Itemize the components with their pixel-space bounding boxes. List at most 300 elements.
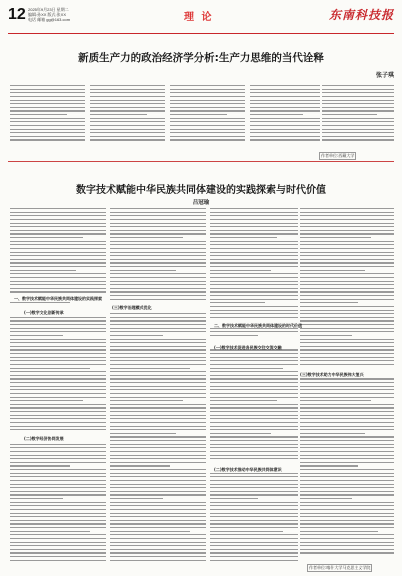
issue-date: 2025年9月23日 星期二 bbox=[28, 7, 69, 12]
text-line bbox=[300, 291, 394, 292]
text-line bbox=[300, 520, 394, 521]
article2-subhead-2: 二、数字技术赋能中华民族共同体建设的时代价值 bbox=[214, 323, 302, 328]
text-line bbox=[10, 429, 106, 430]
text-line bbox=[170, 89, 245, 90]
text-line bbox=[300, 328, 394, 329]
text-line bbox=[90, 100, 165, 101]
text-line bbox=[110, 498, 163, 499]
text-line bbox=[300, 342, 394, 343]
text-line bbox=[10, 342, 106, 343]
text-line bbox=[210, 542, 298, 543]
text-line bbox=[10, 397, 106, 398]
text-line bbox=[250, 121, 320, 122]
text-line bbox=[10, 136, 85, 137]
text-line bbox=[10, 125, 85, 126]
text-line bbox=[10, 339, 106, 340]
text-line bbox=[110, 389, 206, 390]
text-line bbox=[10, 415, 106, 416]
text-line bbox=[210, 389, 298, 390]
text-line bbox=[110, 364, 206, 365]
text-line bbox=[300, 317, 394, 318]
text-line bbox=[10, 208, 106, 209]
text-line bbox=[10, 306, 106, 307]
text-line bbox=[300, 313, 394, 314]
text-line bbox=[10, 426, 106, 427]
text-line bbox=[300, 484, 394, 485]
text-line bbox=[210, 331, 298, 332]
text-line bbox=[10, 487, 106, 488]
text-line bbox=[10, 491, 106, 492]
text-line bbox=[322, 85, 394, 86]
text-line bbox=[300, 281, 394, 282]
text-line bbox=[210, 505, 298, 506]
text-line bbox=[10, 226, 106, 227]
text-line bbox=[300, 382, 394, 383]
text-line bbox=[300, 527, 394, 528]
text-line bbox=[110, 447, 206, 448]
text-line bbox=[170, 139, 245, 140]
text-line bbox=[10, 444, 106, 445]
text-line bbox=[110, 534, 206, 535]
text-line bbox=[300, 422, 394, 423]
text-line bbox=[110, 212, 206, 213]
text-line bbox=[210, 527, 298, 528]
text-line bbox=[300, 320, 394, 321]
text-line bbox=[210, 378, 298, 379]
text-line bbox=[110, 436, 206, 437]
text-line bbox=[110, 560, 206, 561]
text-line bbox=[10, 393, 106, 394]
text-line bbox=[170, 103, 245, 104]
text-line bbox=[300, 426, 394, 427]
text-line bbox=[110, 451, 206, 452]
article2-subhead-2-3: (三)数字技术助力中华民族伟大复兴 bbox=[300, 372, 364, 377]
text-line bbox=[90, 129, 165, 130]
text-line bbox=[110, 281, 206, 282]
text-line bbox=[210, 386, 298, 387]
editor-line: 编辑:孙XX 版式:张XX bbox=[28, 12, 67, 17]
text-line bbox=[300, 273, 394, 274]
text-line bbox=[300, 215, 394, 216]
text-line bbox=[210, 502, 298, 503]
article2-subhead-1: 一、数字技术赋能中华民族共同体建设的实践探索 bbox=[14, 296, 102, 301]
text-line bbox=[110, 349, 206, 350]
text-line bbox=[110, 368, 190, 369]
text-line bbox=[210, 320, 298, 321]
text-line bbox=[90, 132, 165, 133]
text-line bbox=[300, 335, 352, 336]
text-line bbox=[300, 494, 394, 495]
text-line bbox=[110, 375, 206, 376]
text-line bbox=[110, 400, 183, 401]
text-line bbox=[210, 451, 298, 452]
text-line bbox=[250, 136, 320, 137]
text-line bbox=[10, 411, 106, 412]
text-line bbox=[300, 389, 394, 390]
text-line bbox=[300, 451, 394, 452]
text-line bbox=[10, 255, 106, 256]
text-line bbox=[300, 436, 394, 437]
text-line bbox=[110, 382, 206, 383]
text-line bbox=[300, 357, 394, 358]
text-line bbox=[110, 270, 176, 271]
article1-column-4 bbox=[250, 85, 320, 147]
text-line bbox=[10, 291, 106, 292]
text-line bbox=[300, 542, 394, 543]
text-line bbox=[210, 382, 298, 383]
text-line bbox=[322, 100, 394, 101]
text-line bbox=[210, 288, 298, 289]
text-line bbox=[210, 335, 258, 336]
text-line bbox=[210, 480, 298, 481]
text-line bbox=[90, 107, 165, 108]
text-line bbox=[10, 484, 106, 485]
text-line bbox=[10, 324, 106, 325]
text-line bbox=[322, 110, 394, 111]
text-line bbox=[10, 516, 106, 517]
text-line bbox=[210, 313, 298, 314]
text-line bbox=[110, 433, 176, 434]
text-line bbox=[10, 92, 85, 93]
text-line bbox=[300, 324, 394, 325]
text-line bbox=[300, 288, 394, 289]
text-line bbox=[10, 107, 85, 108]
contact-line: 电话 邮箱 gg@163.com bbox=[28, 17, 71, 22]
text-line bbox=[300, 498, 352, 499]
text-line bbox=[10, 360, 106, 361]
text-line bbox=[300, 223, 394, 224]
text-line bbox=[10, 371, 106, 372]
text-line bbox=[110, 397, 206, 398]
text-line bbox=[110, 360, 206, 361]
text-line bbox=[110, 455, 206, 456]
text-line bbox=[10, 447, 106, 448]
text-line bbox=[10, 531, 90, 532]
article2-subhead-2-2: (二)数字技术推动中华民族共同体意识 bbox=[214, 467, 282, 472]
text-line bbox=[110, 223, 206, 224]
text-line bbox=[300, 480, 394, 481]
text-line bbox=[300, 284, 394, 285]
text-line bbox=[322, 103, 394, 104]
text-line bbox=[300, 549, 394, 550]
text-line bbox=[10, 252, 106, 253]
text-line bbox=[300, 433, 365, 434]
text-line bbox=[210, 230, 298, 231]
text-line bbox=[110, 378, 206, 379]
text-line bbox=[110, 284, 206, 285]
text-line bbox=[210, 212, 298, 213]
text-line bbox=[300, 386, 394, 387]
text-line bbox=[10, 273, 106, 274]
text-line bbox=[300, 233, 394, 234]
text-line bbox=[110, 523, 206, 524]
text-line bbox=[300, 219, 394, 220]
text-line bbox=[300, 469, 394, 470]
text-line bbox=[90, 136, 165, 137]
text-line bbox=[210, 360, 298, 361]
text-line bbox=[300, 545, 394, 546]
article1-column-3 bbox=[170, 85, 245, 147]
text-line bbox=[300, 440, 394, 441]
text-line bbox=[300, 339, 394, 340]
text-line bbox=[300, 444, 394, 445]
text-line bbox=[110, 255, 206, 256]
text-line bbox=[10, 375, 106, 376]
text-line bbox=[210, 534, 298, 535]
text-line bbox=[300, 378, 394, 379]
article2-title: 数字技术赋能中华民族共同体建设的实践探索与时代价值 bbox=[76, 185, 326, 196]
text-line bbox=[210, 241, 298, 242]
text-line bbox=[210, 520, 298, 521]
text-line bbox=[10, 262, 106, 263]
text-line bbox=[10, 335, 63, 336]
text-line bbox=[210, 433, 271, 434]
text-line bbox=[300, 415, 394, 416]
text-line bbox=[210, 407, 298, 408]
page-header bbox=[8, 6, 394, 32]
text-line bbox=[210, 440, 298, 441]
text-line bbox=[10, 389, 106, 390]
text-line bbox=[170, 110, 245, 111]
text-line bbox=[10, 480, 106, 481]
text-line bbox=[110, 266, 206, 267]
text-line bbox=[10, 248, 106, 249]
text-line bbox=[322, 129, 394, 130]
text-line bbox=[110, 513, 206, 514]
text-line bbox=[210, 487, 298, 488]
text-line bbox=[10, 353, 106, 354]
text-line bbox=[170, 96, 245, 97]
text-line bbox=[210, 552, 298, 553]
text-line bbox=[210, 226, 298, 227]
text-line bbox=[110, 407, 206, 408]
text-line bbox=[90, 110, 165, 111]
text-line bbox=[10, 364, 106, 365]
article2-subhead-1-3: (三)数字治理模式优化 bbox=[112, 305, 152, 310]
text-line bbox=[10, 103, 85, 104]
text-line bbox=[10, 139, 85, 140]
text-line bbox=[210, 436, 298, 437]
text-line bbox=[110, 291, 206, 292]
text-line bbox=[10, 462, 106, 463]
text-line bbox=[210, 404, 298, 405]
text-line bbox=[210, 498, 258, 499]
text-line bbox=[110, 552, 206, 553]
text-line bbox=[300, 306, 394, 307]
text-line bbox=[210, 357, 298, 358]
text-line bbox=[110, 491, 206, 492]
text-line bbox=[10, 473, 106, 474]
text-line bbox=[210, 208, 298, 209]
text-line bbox=[210, 266, 298, 267]
text-line bbox=[300, 552, 394, 553]
text-line bbox=[10, 89, 85, 90]
text-line bbox=[210, 462, 298, 463]
text-line bbox=[110, 469, 206, 470]
text-line bbox=[322, 121, 394, 122]
text-line bbox=[110, 462, 206, 463]
text-line bbox=[250, 92, 320, 93]
text-line bbox=[10, 520, 106, 521]
text-line bbox=[210, 393, 298, 394]
text-line bbox=[110, 208, 206, 209]
text-line bbox=[250, 132, 320, 133]
article1-author: 张子琪 bbox=[375, 72, 394, 79]
text-line bbox=[300, 538, 394, 539]
text-line bbox=[110, 215, 206, 216]
text-line bbox=[210, 277, 298, 278]
text-line bbox=[110, 473, 206, 474]
text-line bbox=[300, 266, 394, 267]
text-line bbox=[300, 411, 394, 412]
text-line bbox=[300, 407, 394, 408]
article-divider bbox=[8, 161, 394, 162]
text-line bbox=[210, 270, 271, 271]
article2-subhead-2-1: (一)数字技术促进各民族交往交流交融 bbox=[214, 345, 282, 350]
text-line bbox=[300, 531, 378, 532]
text-line bbox=[110, 241, 206, 242]
text-line bbox=[10, 382, 106, 383]
text-line bbox=[110, 494, 206, 495]
text-line bbox=[210, 455, 298, 456]
text-line bbox=[210, 284, 298, 285]
text-line bbox=[210, 523, 298, 524]
text-line bbox=[110, 476, 206, 477]
text-line bbox=[10, 527, 106, 528]
text-line bbox=[170, 125, 245, 126]
text-line bbox=[300, 502, 394, 503]
text-line bbox=[10, 284, 106, 285]
text-line bbox=[250, 96, 320, 97]
text-line bbox=[10, 455, 106, 456]
text-line bbox=[250, 139, 320, 140]
article1-column-5 bbox=[322, 85, 394, 147]
text-line bbox=[110, 487, 206, 488]
text-line bbox=[210, 310, 298, 311]
text-line bbox=[300, 226, 394, 227]
text-line bbox=[10, 386, 106, 387]
article2-column-4 bbox=[300, 208, 394, 560]
text-line bbox=[300, 262, 394, 263]
text-line bbox=[210, 291, 298, 292]
issue-meta bbox=[28, 7, 70, 22]
text-line bbox=[250, 110, 320, 111]
text-line bbox=[10, 538, 106, 539]
text-line bbox=[250, 89, 320, 90]
article2-author-unit: 作者单位:喀什大学马克思主义学院 bbox=[309, 565, 371, 570]
text-line bbox=[250, 85, 320, 86]
text-line bbox=[210, 494, 298, 495]
text-line bbox=[10, 129, 85, 130]
article1-author-unit: 作者单位:西藏大学 bbox=[321, 153, 355, 158]
text-line bbox=[10, 407, 106, 408]
text-line bbox=[10, 241, 106, 242]
text-line bbox=[210, 223, 298, 224]
text-line bbox=[300, 473, 394, 474]
text-line bbox=[210, 299, 298, 300]
text-line bbox=[322, 114, 377, 115]
text-line bbox=[300, 331, 394, 332]
text-line bbox=[170, 107, 245, 108]
text-line bbox=[10, 266, 106, 267]
text-line bbox=[110, 320, 206, 321]
text-line bbox=[210, 237, 277, 238]
text-line bbox=[300, 418, 394, 419]
text-line bbox=[10, 476, 106, 477]
text-line bbox=[300, 516, 394, 517]
text-line bbox=[300, 255, 394, 256]
text-line bbox=[210, 353, 298, 354]
text-line bbox=[250, 129, 320, 130]
text-line bbox=[110, 233, 206, 234]
text-line bbox=[110, 230, 206, 231]
text-line bbox=[300, 212, 394, 213]
text-line bbox=[110, 342, 206, 343]
text-line bbox=[170, 136, 245, 137]
text-line bbox=[10, 277, 106, 278]
text-line bbox=[322, 92, 394, 93]
text-line bbox=[322, 96, 394, 97]
text-line bbox=[10, 320, 106, 321]
text-line bbox=[110, 411, 206, 412]
text-line bbox=[300, 400, 371, 401]
text-line bbox=[110, 545, 206, 546]
text-line bbox=[300, 302, 358, 303]
text-line bbox=[110, 509, 206, 510]
text-line bbox=[10, 110, 85, 111]
text-line bbox=[210, 560, 298, 561]
text-line bbox=[10, 368, 90, 369]
text-line bbox=[110, 484, 206, 485]
text-line bbox=[10, 465, 70, 466]
text-line bbox=[10, 288, 106, 289]
text-line bbox=[300, 534, 394, 535]
text-line bbox=[110, 422, 206, 423]
text-line bbox=[110, 458, 206, 459]
text-line bbox=[210, 244, 298, 245]
text-line bbox=[110, 371, 206, 372]
text-line bbox=[110, 324, 206, 325]
text-line bbox=[210, 259, 298, 260]
text-line bbox=[90, 85, 165, 86]
text-line bbox=[210, 426, 298, 427]
text-line bbox=[170, 118, 245, 119]
text-line bbox=[210, 513, 298, 514]
article1-column-1 bbox=[10, 85, 85, 147]
text-line bbox=[322, 118, 394, 119]
text-line bbox=[322, 132, 394, 133]
text-line bbox=[210, 371, 298, 372]
text-line bbox=[210, 339, 298, 340]
text-line bbox=[10, 542, 106, 543]
text-line bbox=[10, 349, 106, 350]
text-line bbox=[210, 484, 298, 485]
text-line bbox=[110, 520, 206, 521]
text-line bbox=[300, 349, 394, 350]
text-line bbox=[210, 400, 277, 401]
text-line bbox=[110, 444, 206, 445]
text-line bbox=[170, 85, 245, 86]
text-line bbox=[210, 295, 298, 296]
page-number: 12 bbox=[8, 6, 26, 23]
text-line bbox=[210, 538, 298, 539]
text-line bbox=[10, 469, 106, 470]
text-line bbox=[210, 516, 298, 517]
text-line bbox=[10, 237, 83, 238]
article2-subhead-1-1: (一)数字文化创新传承 bbox=[24, 310, 64, 315]
text-line bbox=[110, 440, 206, 441]
text-line bbox=[10, 219, 106, 220]
